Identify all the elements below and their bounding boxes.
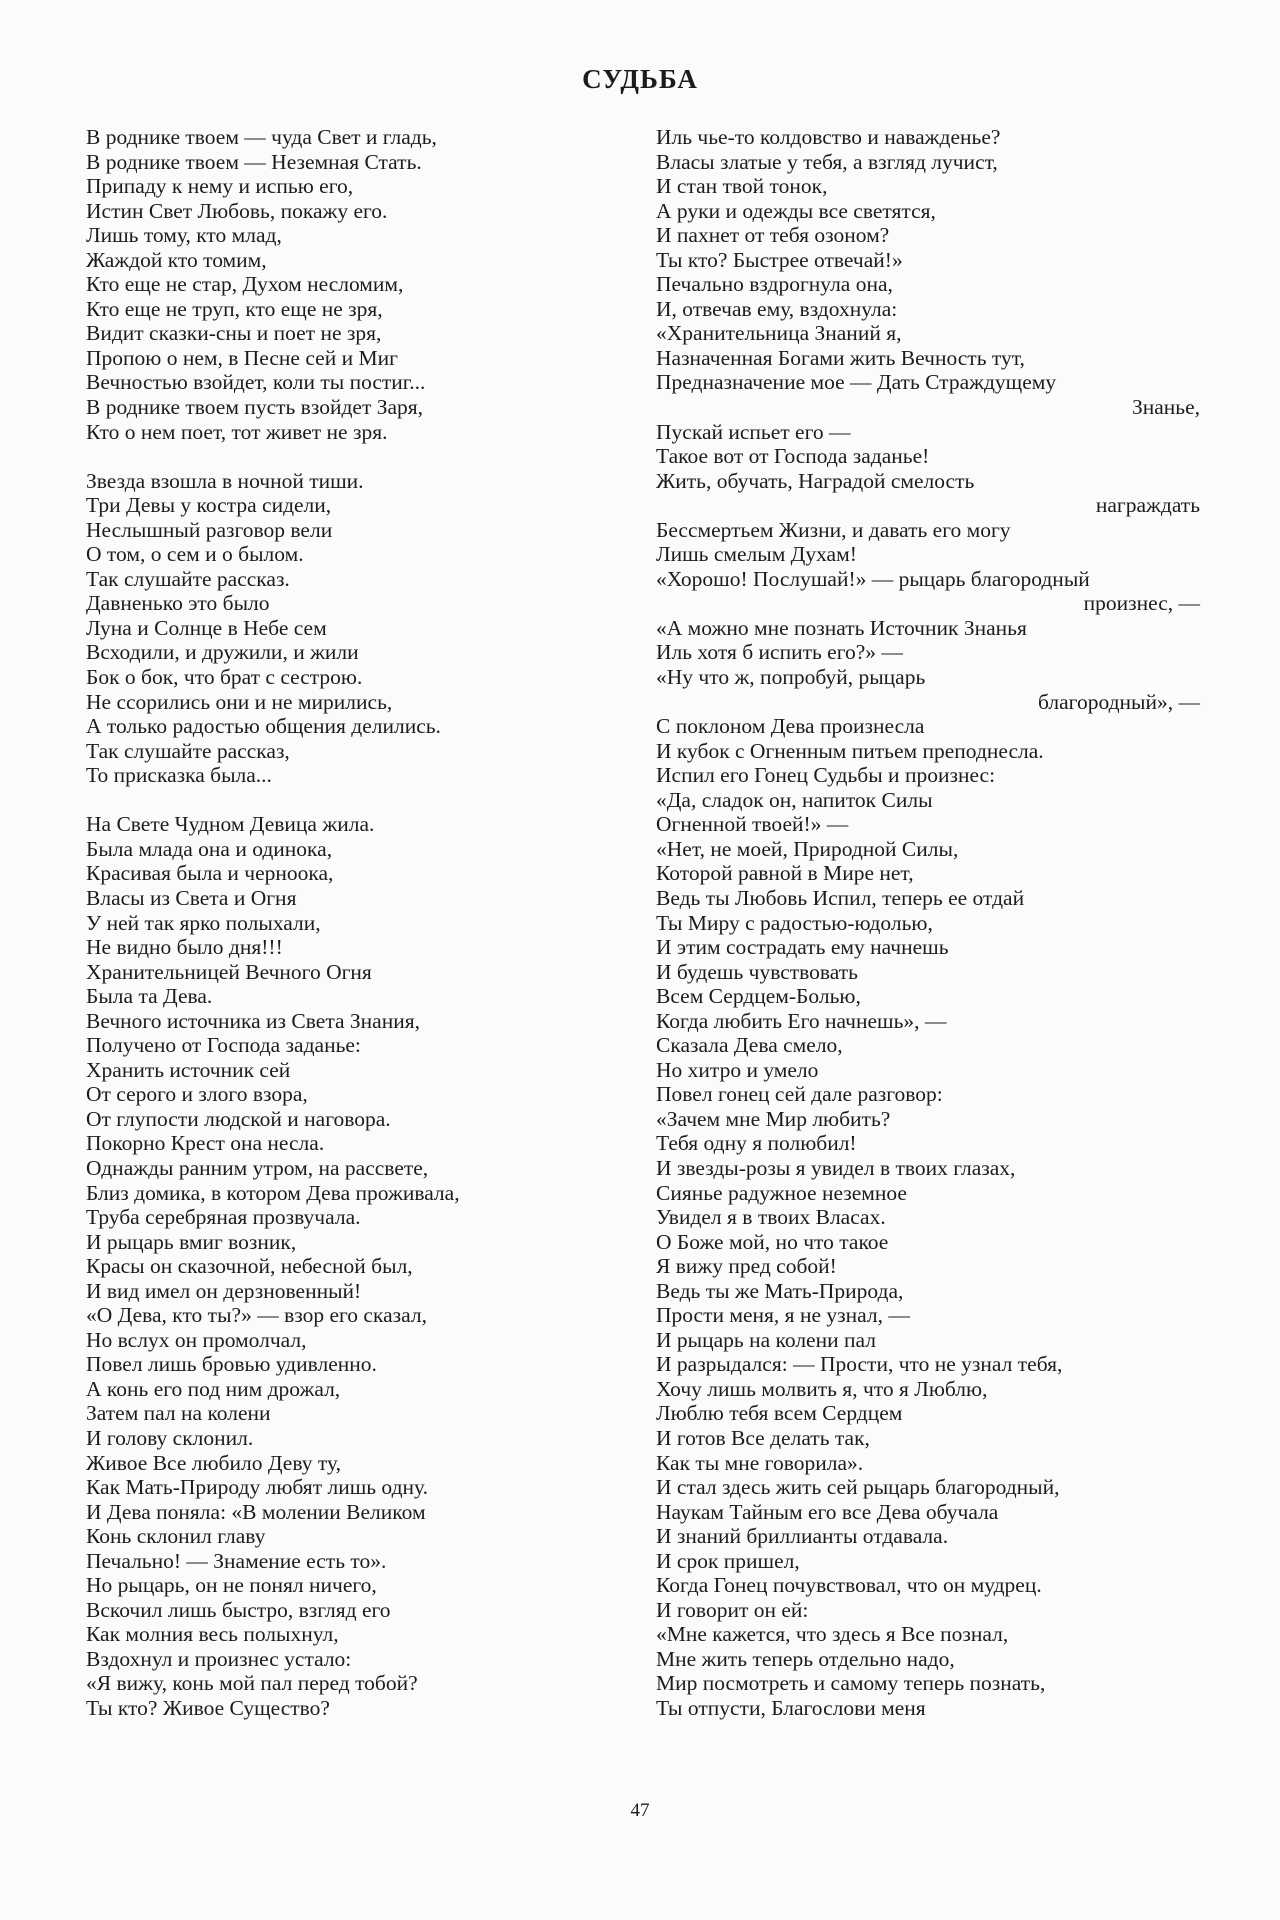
poem-line: И пахнет от тебя озоном?	[656, 223, 890, 248]
poem-line: Была млада она и одинока,	[86, 836, 333, 861]
poem-line: И готов Все делать так,	[656, 1425, 870, 1450]
poem-line: Но рыцарь, он не понял ничего,	[86, 1573, 377, 1598]
poem-line: Была та Дева.	[86, 984, 213, 1009]
poem-line: Вечного источника из Света Знания,	[86, 1008, 420, 1033]
poem-line: И, отвечав ему, вздохнула:	[656, 296, 898, 321]
poem-line: Повел лишь бровью удивленно.	[86, 1352, 377, 1377]
poem-line: «Хранительница Знаний я,	[656, 321, 902, 346]
poem-line: От глупости людской и наговора.	[86, 1106, 391, 1131]
poem-line: Ты Миру с радостью-юдолью,	[656, 910, 933, 935]
poem-line: Печально! — Знамение есть то».	[86, 1548, 387, 1573]
poem-line: Всходили, и дружили, и жили	[86, 640, 359, 665]
poem-line: Как ты мне говорила».	[656, 1450, 864, 1475]
poem-line: Предназначение мое — Дать Страждущему	[656, 370, 1057, 395]
poem-line: В роднике твоем — Неземная Стать.	[86, 149, 422, 174]
poem-line: Вечностью взойдет, коли ты постиг...	[86, 370, 426, 395]
poem-line: Как Мать-Природу любят лишь одну.	[86, 1475, 428, 1500]
poem-line: Хочу лишь молвить я, что я Люблю,	[656, 1376, 988, 1401]
poem-line: То присказка была...	[86, 763, 272, 788]
poem-right-column	[656, 125, 1200, 1721]
poem-line: Ты кто? Живое Существо?	[86, 1696, 330, 1720]
poem-line: Труба серебряная прозвучала.	[86, 1205, 361, 1230]
poem-line: Красивая была и черноока,	[86, 861, 334, 886]
poem-line: Ты отпусти, Благослови меня	[656, 1696, 926, 1720]
poem-line: Знанье,	[1131, 395, 1200, 420]
poem-line: «Да, сладок он, напиток Силы	[656, 787, 933, 812]
poem-left-column	[86, 125, 611, 1721]
poem-line: И разрыдался: — Прости, что не узнал тебя,	[656, 1352, 1063, 1377]
poem-line: Люблю тебя всем Сердцем	[656, 1401, 903, 1426]
poem-line: Ведь ты же Мать-Природа,	[656, 1278, 904, 1303]
poem-line: В роднике твоем пусть взойдет Заря,	[86, 395, 424, 420]
poem-line: Истин Свет Любовь, покажу его.	[86, 198, 388, 223]
poem-line: «Хорошо! Послушай!» — рыцарь благородный	[656, 566, 1090, 591]
poem-line: И голову склонил.	[86, 1425, 254, 1450]
poem-line: Иль хотя б испить его?» —	[656, 640, 903, 665]
poem-line: Пропою о нем, в Песне сей и Миг	[86, 345, 398, 370]
poem-line: награждать	[1095, 493, 1200, 518]
poem-line: Хранить источник сей	[86, 1057, 291, 1082]
poem-line: Кто еще не труп, кто еще не зря,	[86, 296, 383, 321]
poem-line: Власы из Света и Огня	[86, 885, 297, 910]
poem-line: Получено от Господа заданье:	[86, 1033, 361, 1058]
poem-line: Прости меня, я не узнал, —	[656, 1303, 910, 1328]
poem-line: Жить, обучать, Наградой смелость	[656, 468, 975, 493]
poem-line: О Боже мой, но что такое	[656, 1229, 889, 1254]
poem-line: Такое вот от Господа заданье!	[656, 444, 930, 469]
poem-line: Огненной твоей!» —	[656, 812, 849, 837]
poem-line: Мне жить теперь отдельно надо,	[656, 1646, 955, 1671]
poem-line: Сиянье радужное неземное	[656, 1180, 907, 1205]
poem-line: Ведь ты Любовь Испил, теперь ее отдай	[656, 885, 1025, 910]
poem-line: Красы он сказочной, небесной был,	[86, 1254, 413, 1279]
poem-line: Видит сказки-сны и поет не зря,	[86, 321, 382, 346]
poem-line: «Мне кажется, что здесь я Все познал,	[656, 1622, 1009, 1647]
poem-line: Но хитро и умело	[656, 1057, 819, 1082]
poem-line: Иль чье-то колдовство и наважденье?	[656, 125, 1001, 149]
poem-line: Живое Все любило Деву ту,	[86, 1450, 341, 1475]
poem-line: И срок пришел,	[656, 1548, 800, 1573]
poem-line: Давненько это было	[86, 591, 270, 616]
poem-line: Так слушайте рассказ.	[86, 566, 290, 591]
poem-line: Испил его Гонец Судьбы и произнес:	[656, 763, 996, 788]
poem-line: «Зачем мне Мир любить?	[656, 1106, 891, 1131]
poem-line: Печально вздрогнула она,	[656, 272, 893, 297]
poem-line: И Дева поняла: «В молении Великом	[86, 1499, 426, 1524]
poem-line: Бессмертьем Жизни, и давать его могу	[656, 517, 1011, 542]
poem-line: На Свете Чудном Девица жила.	[86, 812, 375, 837]
poem-line: Близ домика, в котором Дева проживала,	[86, 1180, 460, 1205]
poem-line: Лишь тому, кто млад,	[86, 223, 282, 248]
poem-line: Сказала Дева смело,	[656, 1033, 843, 1058]
poem-line: Повел гонец сей дале разговор:	[656, 1082, 943, 1107]
poem-line: Власы златые у тебя, а взгляд лучист,	[656, 149, 998, 174]
poem-line: Увидел я в твоих Власах.	[656, 1205, 886, 1230]
poem-line: И стан твой тонок,	[656, 174, 828, 199]
poem-line: О том, о сем и о былом.	[86, 542, 304, 567]
poem-line: Когда Гонец почувствовал, что он мудрец.	[656, 1573, 1042, 1598]
poem-line: И кубок с Огненным питьем преподнесла.	[656, 738, 1044, 763]
poem-line: Как молния весь полыхнул,	[86, 1622, 339, 1647]
poem-line: Вскочил лишь быстро, взгляд его	[86, 1597, 391, 1622]
poem-line: И говорит он ей:	[656, 1597, 809, 1622]
poem-line: «Нет, не моей, Природной Силы,	[656, 836, 959, 861]
poem-line: И стал здесь жить сей рыцарь благородный,	[656, 1475, 1060, 1500]
poem-line: «А можно мне познать Источник Знанья	[656, 615, 1027, 640]
page-number: 47	[630, 1800, 650, 1821]
poem-line: И будешь чувствовать	[656, 959, 858, 984]
poem-line: Наукам Тайным его все Дева обучала	[656, 1499, 999, 1524]
poem-line: благородный», —	[1038, 689, 1200, 714]
poem-line: Когда любить Его начнешь», —	[656, 1008, 947, 1033]
poem-line: Назначенная Богами жить Вечность тут,	[656, 345, 1025, 370]
poem-line: Покорно Крест она несла.	[86, 1131, 325, 1156]
poem-line: Не видно было дня!!!	[86, 935, 283, 960]
poem-line: Мир посмотреть и самому теперь познать,	[656, 1671, 1046, 1696]
poem-line: Хранительницей Вечного Огня	[86, 959, 372, 984]
poem-line: Пускай испьет его —	[656, 419, 851, 444]
poem-line: Но вслух он промолчал,	[86, 1327, 307, 1352]
poem-line: «Ну что ж, попробуй, рыцарь	[656, 665, 926, 690]
stanza-break	[86, 444, 611, 469]
poem-line: И рыцарь вмиг возник,	[86, 1229, 297, 1254]
poem-line: Луна и Солнце в Небе сем	[86, 615, 327, 640]
poem-line: Вздохнул и произнес устало:	[86, 1646, 352, 1671]
stanza-break	[86, 788, 611, 813]
poem-line: Тебя одну я полюбил!	[656, 1131, 857, 1156]
poem-line: И знаний бриллианты отдавала.	[656, 1524, 949, 1549]
poem-line: Бок о бок, что брат с сестрою.	[86, 665, 363, 690]
poem-line: И звезды-розы я увидел в твоих глазах,	[656, 1155, 1016, 1180]
poem-line: У ней так ярко полыхали,	[86, 910, 321, 935]
poem-line: Ты кто? Быстрее отвечай!»	[656, 247, 903, 272]
poem-line: Припаду к нему и испью его,	[86, 174, 354, 199]
poem-line: И этим сострадать ему начнешь	[656, 935, 949, 960]
poem-line: «Я вижу, конь мой пал перед тобой?	[86, 1671, 418, 1696]
poem-line: Конь склонил главу	[86, 1524, 266, 1549]
poem-line: Звезда взошла в ночной тиши.	[86, 468, 364, 493]
poem-line: Не ссорились они и не мирились,	[86, 689, 393, 714]
poem-line: Затем пал на колени	[86, 1401, 271, 1426]
poem-line: Однажды ранним утром, на рассвете,	[86, 1155, 429, 1180]
poem-line: «О Дева, кто ты?» — взор его сказал,	[86, 1303, 427, 1328]
poem-line: Так слушайте рассказ,	[86, 738, 290, 763]
poem-line: С поклоном Дева произнесла	[656, 714, 925, 739]
poem-line: А только радостью общения делились.	[86, 714, 441, 739]
poem-line: Лишь смелым Духам!	[656, 542, 857, 567]
poem-line: От серого и злого взора,	[86, 1082, 308, 1107]
poem-line: В роднике твоем — чуда Свет и гладь,	[86, 125, 437, 149]
poem-line: А конь его под ним дрожал,	[86, 1376, 341, 1401]
poem-line: Я вижу пред собой!	[656, 1254, 837, 1279]
page-title: СУДЬБА	[582, 64, 698, 94]
poem-line: Жаждой кто томим,	[86, 247, 267, 272]
poem-line: Всем Сердцем-Болью,	[656, 984, 861, 1009]
poem-line: Три Девы у костра сидели,	[86, 493, 332, 518]
poem-line: А руки и одежды все светятся,	[656, 198, 936, 223]
poem-line: Кто еще не стар, Духом несломим,	[86, 272, 404, 297]
poem-line: Неслышный разговор вели	[86, 517, 333, 542]
poem-line: И вид имел он дерзновенный!	[86, 1278, 362, 1303]
poem-line: И рыцарь на колени пал	[656, 1327, 876, 1352]
poem-line: произнес, —	[1083, 591, 1200, 616]
poem-line: Кто о нем поет, тот живет не зря.	[86, 419, 388, 444]
poem-line: Которой равной в Мире нет,	[656, 861, 914, 886]
